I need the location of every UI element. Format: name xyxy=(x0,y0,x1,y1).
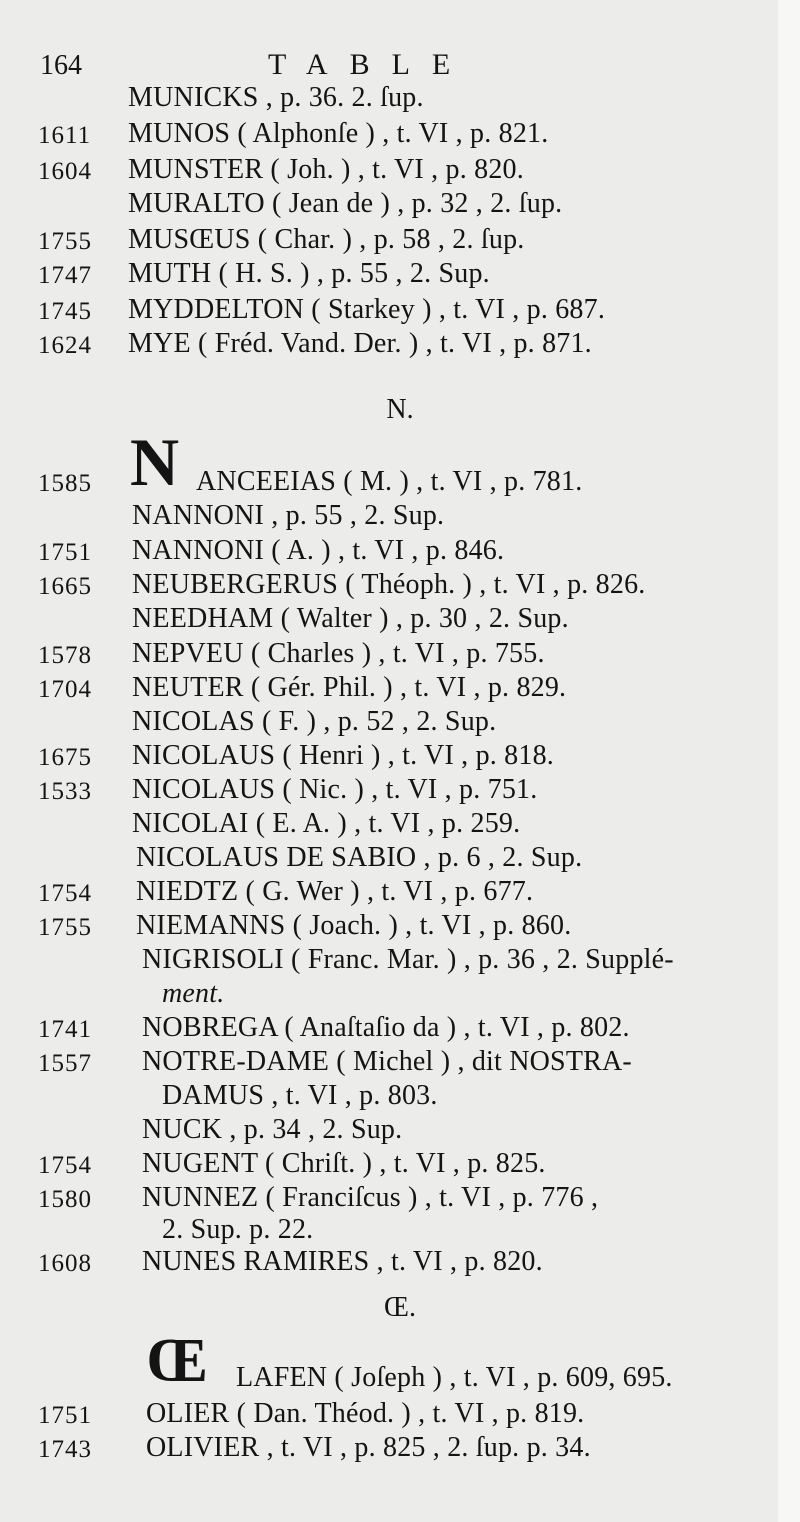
index-entry xyxy=(0,706,800,740)
entry-text: NICOLAUS ( Nic. ) , t. VI , p. 751. xyxy=(132,774,538,805)
entry-text: MURALTO ( Jean de ) , p. 32 , 2. ſup. xyxy=(128,188,563,219)
index-entry xyxy=(0,328,800,362)
entry-year: 1557 xyxy=(38,1050,92,1077)
entry-text: NUNNEZ ( Franciſcus ) , t. VI , p. 776 , xyxy=(142,1182,599,1213)
index-entry xyxy=(0,569,800,603)
index-entry xyxy=(0,224,800,258)
entry-year: 1608 xyxy=(38,1250,92,1277)
entry-text: NICOLAUS ( Henri ) , t. VI , p. 818. xyxy=(132,740,554,771)
index-entry xyxy=(0,154,800,188)
index-entry xyxy=(0,294,800,328)
entry-text: NUNES RAMIRES , t. VI , p. 820. xyxy=(142,1246,543,1277)
index-entry xyxy=(0,1114,800,1148)
entry-year: 1533 xyxy=(38,778,92,805)
index-entry xyxy=(0,978,800,1012)
entry-text: MUSŒUS ( Char. ) , p. 58 , 2. ſup. xyxy=(128,224,525,255)
entry-year: 1578 xyxy=(38,642,92,669)
entry-year: 1665 xyxy=(38,573,92,600)
entry-text: NIEDTZ ( G. Wer ) , t. VI , p. 677. xyxy=(136,876,534,907)
index-entry xyxy=(0,1214,800,1248)
dropcap-n: N xyxy=(130,424,180,500)
entry-year: 1704 xyxy=(38,676,92,703)
entry-year: 1675 xyxy=(38,744,92,771)
page-number: 164 xyxy=(40,50,82,81)
entry-text: NICOLAI ( E. A. ) , t. VI , p. 259. xyxy=(132,808,521,839)
index-entry xyxy=(0,842,800,876)
entry-text: NEUBERGERUS ( Théoph. ) , t. VI , p. 826. xyxy=(132,569,646,600)
entry-text: NIGRISOLI ( Franc. Mar. ) , p. 36 , 2. Supplé- xyxy=(142,944,674,975)
index-entry xyxy=(0,118,800,152)
index-entry xyxy=(0,1432,800,1466)
index-entry xyxy=(0,740,800,774)
entry-text: DAMUS , t. VI , p. 803. xyxy=(162,1080,438,1111)
entry-text: MUNSTER ( Joh. ) , t. VI , p. 820. xyxy=(128,154,524,185)
entry-text: NEPVEU ( Charles ) , t. VI , p. 755. xyxy=(132,638,545,669)
entry-text: LAFEN ( Joſeph ) , t. VI , p. 609, 695. xyxy=(236,1362,673,1393)
index-entry xyxy=(0,774,800,808)
entry-text: ment. xyxy=(162,978,225,1009)
entry-year: 1755 xyxy=(38,228,92,255)
entry-text: MUNICKS , p. 36. 2. ſup. xyxy=(128,82,424,113)
index-entry xyxy=(0,876,800,910)
entry-text: NANNONI ( A. ) , t. VI , p. 846. xyxy=(132,535,505,566)
index-entry xyxy=(0,1362,800,1396)
index-entry xyxy=(0,910,800,944)
entry-text: OLIVIER , t. VI , p. 825 , 2. ſup. p. 34. xyxy=(146,1432,591,1463)
entry-text: ANCEEIAS ( M. ) , t. VI , p. 781. xyxy=(196,466,583,497)
index-entry xyxy=(0,808,800,842)
entry-text: NOTRE-DAME ( Michel ) , dit NOSTRA- xyxy=(142,1046,632,1077)
dropcap-oe: Œ xyxy=(146,1327,208,1395)
index-entry xyxy=(0,638,800,672)
entry-year: 1751 xyxy=(38,1402,92,1429)
index-entry xyxy=(0,944,800,978)
entry-text: MUTH ( H. S. ) , p. 55 , 2. Sup. xyxy=(128,258,490,289)
entry-year: 1743 xyxy=(38,1436,92,1463)
entry-year: 1754 xyxy=(38,880,92,907)
entry-text: OLIER ( Dan. Théod. ) , t. VI , p. 819. xyxy=(146,1398,585,1429)
entry-text: NUGENT ( Chriſt. ) , t. VI , p. 825. xyxy=(142,1148,546,1179)
index-entry xyxy=(0,672,800,706)
running-title: TABLE xyxy=(268,48,473,81)
entry-text: NANNONI , p. 55 , 2. Sup. xyxy=(132,500,445,531)
index-entry xyxy=(0,82,800,116)
index-entry xyxy=(0,1182,800,1216)
entry-year: 1580 xyxy=(38,1186,92,1213)
entry-text: NICOLAS ( F. ) , p. 52 , 2. Sup. xyxy=(132,706,497,737)
entry-text: NUCK , p. 34 , 2. Sup. xyxy=(142,1114,403,1145)
entry-year: 1754 xyxy=(38,1152,92,1179)
index-entry xyxy=(0,188,800,222)
entry-year: 1755 xyxy=(38,914,92,941)
index-entry xyxy=(0,500,800,534)
index-entry xyxy=(0,1246,800,1280)
index-entry xyxy=(0,1012,800,1046)
entry-text: NOBREGA ( Anaſtaſio da ) , t. VI , p. 802. xyxy=(142,1012,630,1043)
entry-text: NEUTER ( Gér. Phil. ) , t. VI , p. 829. xyxy=(132,672,567,703)
index-entry xyxy=(0,1398,800,1432)
entry-text: NICOLAUS DE SABIO , p. 6 , 2. Sup. xyxy=(136,842,583,873)
entry-year: 1624 xyxy=(38,332,92,359)
index-entry xyxy=(0,466,800,500)
entry-year: 1611 xyxy=(38,122,92,149)
entry-year: 1745 xyxy=(38,298,92,325)
entry-year: 1741 xyxy=(38,1016,92,1043)
entry-year: 1747 xyxy=(38,262,92,289)
entry-text: NEEDHAM ( Walter ) , p. 30 , 2. Sup. xyxy=(132,603,569,634)
index-entry xyxy=(0,1046,800,1080)
entry-year: 1585 xyxy=(38,470,92,497)
index-entry xyxy=(0,1148,800,1182)
entry-text: 2. Sup. p. 22. xyxy=(162,1214,314,1245)
section-heading-n: N. xyxy=(386,394,414,425)
entry-text: MYDDELTON ( Starkey ) , t. VI , p. 687. xyxy=(128,294,606,325)
entry-year: 1604 xyxy=(38,158,92,185)
index-entry xyxy=(0,1080,800,1114)
entry-text: MUNOS ( Alphonſe ) , t. VI , p. 821. xyxy=(128,118,549,149)
index-entry xyxy=(0,603,800,637)
entry-year: 1751 xyxy=(38,539,92,566)
section-heading-oe: Œ. xyxy=(384,1292,416,1323)
index-entry xyxy=(0,535,800,569)
entry-text: MYE ( Fréd. Vand. Der. ) , t. VI , p. 871. xyxy=(128,328,592,359)
index-entry xyxy=(0,258,800,292)
entry-text: NIEMANNS ( Joach. ) , t. VI , p. 860. xyxy=(136,910,572,941)
